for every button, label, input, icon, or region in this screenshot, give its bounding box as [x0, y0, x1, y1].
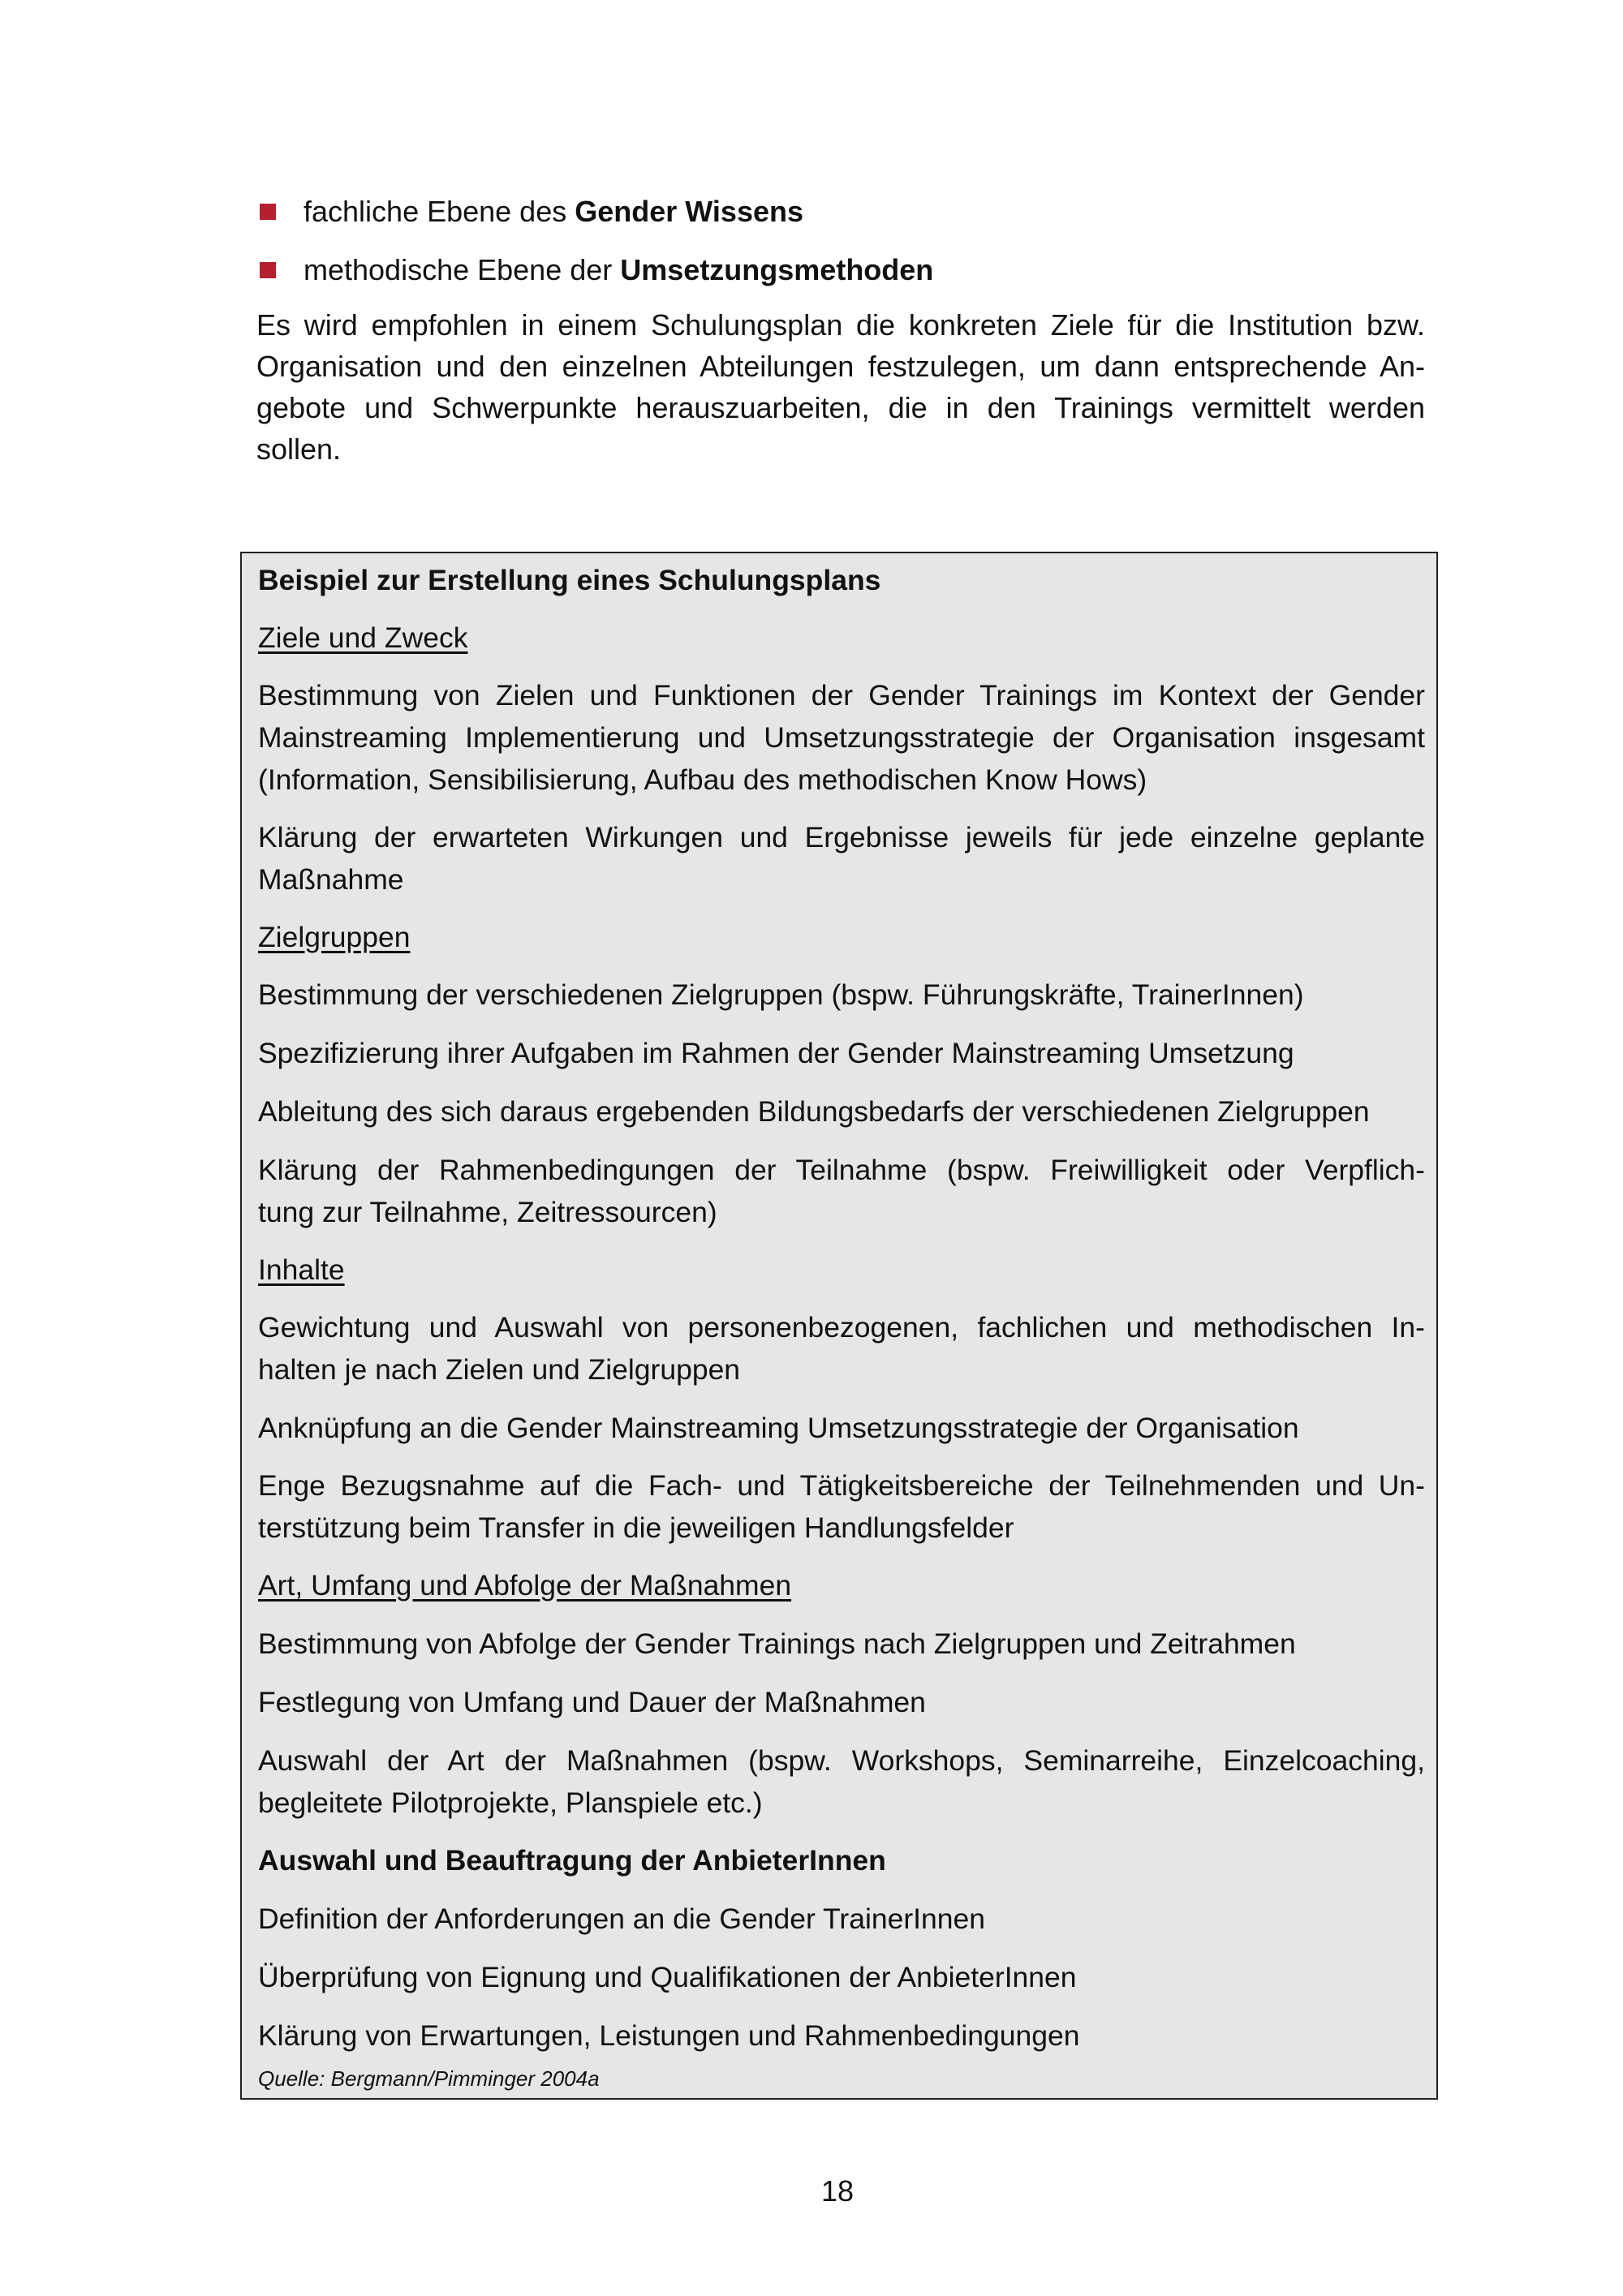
square-bullet-icon: [260, 204, 276, 220]
box-line: Mainstreaming Implementierung und Umsetzungsstrategie der Organisation insgesamt: [258, 721, 1425, 754]
box-line: Klärung von Erwartungen, Leistungen und Rahmenbedingungen: [258, 2019, 1080, 2052]
section-heading-anbieter: Auswahl und Beauftragung der AnbieterInnen: [258, 1844, 886, 1877]
bullet-item: [260, 189, 803, 234]
box-line: Definition der Anforderungen an die Gender TrainerInnen: [258, 1903, 985, 1935]
box-line: begleitete Pilotprojekte, Planspiele etc.): [258, 1786, 763, 1819]
source-citation: Quelle: Bergmann/Pimminger 2004a: [258, 2066, 600, 2091]
box-line: Bestimmung der verschiedenen Zielgruppen (bspw. Führungskräfte, TrainerInnen): [258, 978, 1304, 1011]
box-line: (Information, Sensibilisierung, Aufbau des methodischen Know Hows): [258, 763, 1147, 796]
bullet-text: fachliche Ebene des Gender Wissens: [304, 195, 804, 228]
box-line: Klärung der erwarteten Wirkungen und Ergebnisse jeweils für jede einzelne geplante: [258, 821, 1425, 853]
box-line: Festlegung von Umfang und Dauer der Maßnahmen: [258, 1686, 926, 1718]
box-line: halten je nach Zielen und Zielgruppen: [258, 1353, 741, 1386]
box-line: Auswahl der Art der Maßnahmen (bspw. Workshops, Seminarreihe, Einzelcoaching,: [258, 1744, 1425, 1777]
example-box: [240, 552, 1438, 2100]
page-number: 18: [820, 2174, 855, 2208]
box-line: Ableitung des sich daraus ergebenden Bildungsbedarfs der verschiedenen Zielgruppen: [258, 1095, 1370, 1128]
box-line: Maßnahme: [258, 863, 404, 896]
box-line: Klärung der Rahmenbedingungen der Teilnahme (bspw. Freiwilligkeit oder Verpflich-: [258, 1154, 1425, 1186]
section-heading-massnahmen: Art, Umfang und Abfolge der Maßnahmen: [258, 1569, 792, 1602]
box-line: Überprüfung von Eignung und Qualifikationen der AnbieterInnen: [258, 1961, 1077, 1993]
box-line: Enge Bezugsnahme auf die Fach- und Tätigkeitsbereiche der Teilnehmenden und Un-: [258, 1469, 1425, 1502]
section-heading-ziele: Ziele und Zweck: [258, 621, 468, 654]
box-line: Bestimmung von Abfolge der Gender Trainings nach Zielgruppen und Zeitrahmen: [258, 1627, 1296, 1660]
box-line: Gewichtung und Auswahl von personenbezogenen, fachlichen und methodischen In-: [258, 1311, 1425, 1344]
box-line: Bestimmung von Zielen und Funktionen der Gender Trainings im Kontext der Gender: [258, 679, 1425, 712]
square-bullet-icon: [260, 262, 276, 278]
box-line: Spezifizierung ihrer Aufgaben im Rahmen der Gender Mainstreaming Umsetzung: [258, 1037, 1294, 1069]
intro-paragraph: Es wird empfohlen in einem Schulungsplan die konkreten Ziele für die Institution bzw. Organisation und den einzelnen Abteilungen festzulegen, um dann entsprechende An- gebote und Schwerpunkte herauszuarbeiten, die in den Trainings vermittelt werden sollen.: [256, 308, 1425, 466]
box-title: Beispiel zur Erstellung eines Schulungsplans: [258, 564, 881, 596]
bullet-text: methodische Ebene der Umsetzungsmethoden: [304, 253, 934, 286]
section-heading-inhalte: Inhalte: [258, 1253, 345, 1286]
box-line: terstützung beim Transfer in die jeweiligen Handlungsfelder: [258, 1511, 1014, 1544]
bullet-item: [260, 247, 933, 293]
box-line: tung zur Teilnahme, Zeitressourcen): [258, 1196, 717, 1228]
box-line: Anknüpfung an die Gender Mainstreaming Umsetzungsstrategie der Organisation: [258, 1412, 1299, 1444]
section-heading-zielgruppen: Zielgruppen: [258, 921, 411, 953]
